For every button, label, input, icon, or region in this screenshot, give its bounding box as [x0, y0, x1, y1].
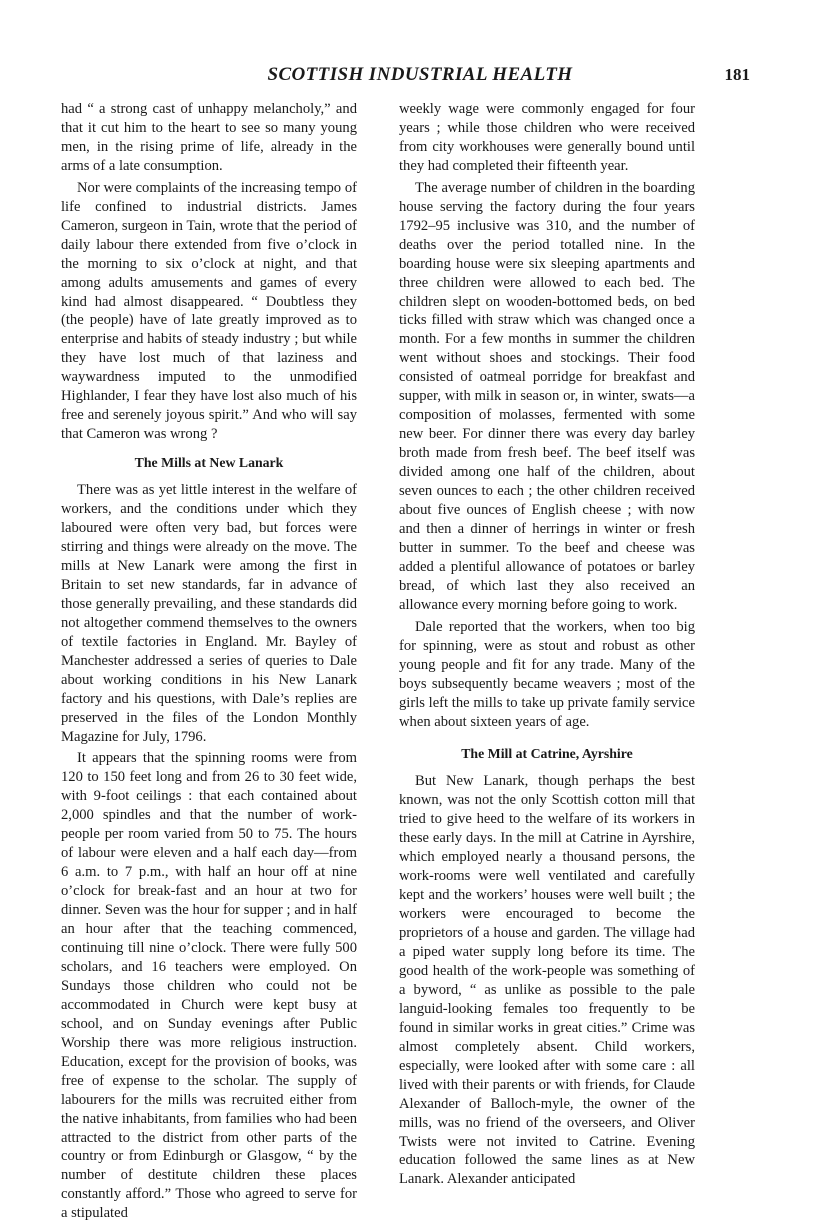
paragraph: The average number of children in the boarding house serving the factory during the four years 1792–95 inclusive was 310, and the number of deaths over the period totalled nine. In the boarding house were six sleeping apartments and three children were allowed to each bed. The children slept on wooden-bottomed beds, on bed ticks filled with straw which was changed once a month. For a few months in summer the children went without shoes and stockings. Their food consisted of oatmeal porridge for breakfast and supper, with milk in season or, in winter, swats—a composition of molasses, fermented with some new beer. For dinner there was every day barley broth made from fresh beef. The beef itself was divided among one half of the children, about seven ounces to each ; the other children received about five ounces of English cheese ; with now and then a dinner of herrings in winter or fresh butter in summer. To the beef and cheese was added a plentiful allowance of potatoes or barley bread, of which last they also received an allowance every morning before going to work. — [399, 179, 695, 613]
page-number: 181 — [724, 65, 750, 84]
section-heading: The Mills at New Lanark — [134, 455, 284, 471]
right-column — [399, 100, 695, 1192]
page-header — [90, 64, 750, 94]
paragraph: had “ a strong cast of unhappy melancholy,” and that it cut him to the heart to see so many young men, in the rising prime of life, already in the arms of a late consumption. — [61, 101, 357, 174]
paragraph: It appears that the spinning rooms were from 120 to 150 feet long and from 26 to 30 feet wide, with 9-foot ceilings : that each contained about 2,000 spindles and that the number of work-people per room varied from 50 to 75. The hours of labour were eleven and a half each day—from 6 a.m. to 7 p.m., with half an hour off at nine o’clock for break-fast and an hour at two for dinner. Seven was the hour for supper ; and in half an hour after that the teaching commenced, continuing till nine o’clock. There were fully 500 scholars, and 16 teachers were employed. On Sundays those children who could not be accommodated in Church were kept busy at school, and on Sunday evenings after Public Worship there was more religious instruction. Education, except for the provision of books, was free of expense to the scholar. The supply of labourers for the mills was recruited either from the native inhabitants, from families who had been attracted to the district from other parts of the country or from Edinburgh or Glasgow, “ by the number of destitute children these places constantly afford.” Those who agreed to serve for a stipulated — [61, 750, 357, 1222]
section-heading: The Mill at Catrine, Ayrshire — [461, 746, 633, 762]
running-title: SCOTTISH INDUSTRIAL HEALTH — [267, 64, 573, 85]
paragraph: But New Lanark, though perhaps the best known, was not the only Scottish cotton mill that tried to give heed to the welfare of its workers in these early days. In the mill at Catrine in Ayrshire, which employed nearly a thousand persons, the work-rooms were well ventilated and carefully kept and the workers’ houses were well built ; the workers were encouraged to become the proprietors of a house and garden. The village had a piped water supply long before its time. The good health of the work-people was something of a byword, “ as unlike as possible to the pale languid-looking females too frequently to be found in similar works in great cities.” Crime was almost completely absent. Child workers, especially, were looked after with some care : all lived with their parents or with friends, for Claude Alexander of Balloch-myle, the owner of the mills, was no friend of the overseers, and Oliver Twists were not invited to Catrine. Evening education followed the same lines as at New Lanark. Alexander anticipated — [399, 773, 695, 1188]
paragraph: There was as yet little interest in the welfare of workers, and the conditions under which they laboured were often very bad, but forces were stirring and things were already on the move. The mills at New Lanark were among the first in Britain to set new standards, far in advance of those generally prevailing, and these standards did not altogether commend themselves to the owners of textile factories in England. Mr. Bayley of Manchester addressed a series of queries to Dale about working conditions in his New Lanark factory and his questions, with Dale’s replies are preserved in the files of the London Monthly Magazine for July, 1796. — [61, 482, 357, 745]
paragraph: weekly wage were commonly engaged for four years ; while those children who were received from city workhouses were generally bound until they had completed their fifteenth year. — [399, 101, 695, 174]
left-column — [61, 100, 357, 1226]
paragraph: Nor were complaints of the increasing tempo of life confined to industrial districts. James Cameron, surgeon in Tain, wrote that the period of daily labour there extended from five o’clock in the morning to six o’clock at night, and that among adults amusements and games of every kind had almost disappeared. “ Doubtless they (the people) have of late greatly improved as to enterprise and habits of steady industry ; but while they have lost much of that laziness and waywardness imputed to the unmodified Highlander, I fear they have lost also much of his free and serenely joyous spirit.” And who will say that Cameron was wrong ? — [61, 179, 357, 443]
paragraph: Dale reported that the workers, when too big for spinning, were as stout and robust as other young people and fit for any trade. Many of the boys subsequently became weavers ; most of the girls left the mills to take up private family service when about sixteen years of age. — [399, 618, 695, 730]
